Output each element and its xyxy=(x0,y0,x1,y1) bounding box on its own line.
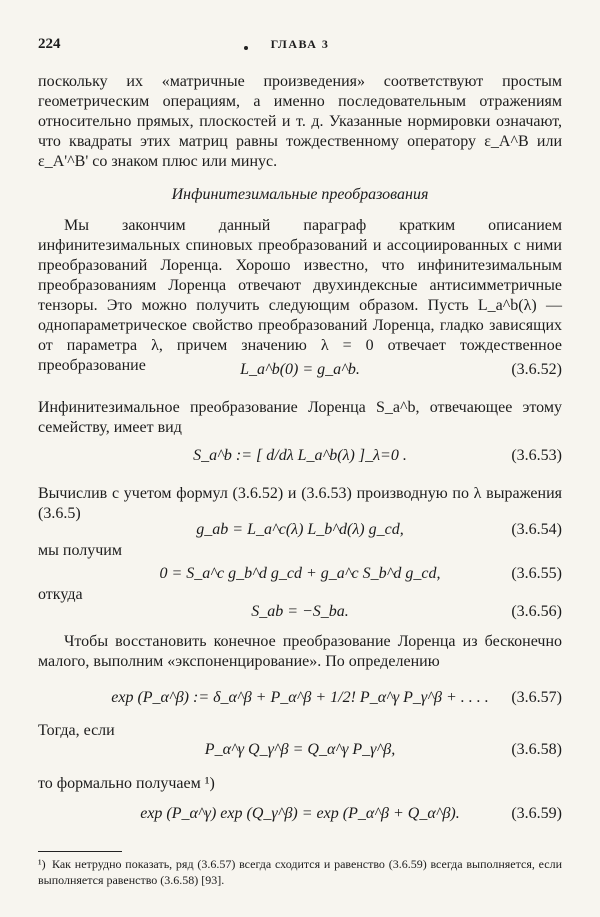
text-whence: откуда xyxy=(38,586,83,603)
equation-number: (3.6.58) xyxy=(511,741,562,758)
footnote xyxy=(38,856,562,888)
section-title: Инфинитезимальные преобразования xyxy=(171,186,429,203)
equation-formula: S_ab = −S_ba. xyxy=(251,603,349,620)
paragraph-4: Чтобы восстановить конечное преобразование Лоренца из бесконечно малого, выполним «экспоненцирование». По определению xyxy=(38,633,562,670)
text-formally-get: то формально получаем ¹) xyxy=(38,775,215,792)
equation-number: (3.6.52) xyxy=(511,361,562,378)
equation-number: (3.6.57) xyxy=(511,689,562,706)
equation-formula: S_a^b := [ d/dλ L_a^b(λ) ]_λ=0 . xyxy=(193,447,407,464)
footnote-divider xyxy=(38,851,122,852)
equation-3-6-54 xyxy=(38,518,562,542)
equation-3-6-58 xyxy=(38,738,562,762)
equation-formula: L_a^b(0) = g_a^b. xyxy=(240,361,360,378)
text-then-if: Тогда, если xyxy=(38,722,115,739)
paragraph-3: Вычислив с учетом формул (3.6.52) и (3.6.53) производную по λ выражения (3.6.5) xyxy=(38,485,562,522)
intro-paragraph: поскольку их «матричные произведения» соответствуют простым геометрическим операциям, а именно последовательным отражениям относительно прямых, плоскостей и т. д. Указанные нормировки означают, что квадраты этих матриц равны тождественному оператору ε_A^B или ε_A'^B' со знаком плюс или минус. xyxy=(38,73,562,170)
footnote-text: Как нетрудно показать, ряд (3.6.57) всегда сходится и равенство (3.6.59) всегда выполняется, если выполняется равенство (3.6.58) [93]. xyxy=(38,857,562,887)
page-header xyxy=(38,36,562,56)
equation-3-6-56 xyxy=(38,600,562,624)
equation-3-6-59 xyxy=(38,802,562,826)
equation-number: (3.6.55) xyxy=(511,565,562,582)
paragraph-2: Инфинитезимальное преобразование Лоренца S_a^b, отвечающее этому семейству, имеет вид xyxy=(38,399,562,436)
equation-3-6-55 xyxy=(38,562,562,586)
equation-number: (3.6.56) xyxy=(511,603,562,620)
equation-formula: exp (P_α^β) := δ_α^β + P_α^β + 1/2! P_α^γ P_γ^β + . . . . xyxy=(111,689,489,706)
equation-formula: g_ab = L_a^c(λ) L_b^d(λ) g_cd, xyxy=(196,521,404,538)
page-number: 224 xyxy=(38,36,61,52)
equation-formula: P_α^γ Q_γ^β = Q_α^γ P_γ^β, xyxy=(204,741,396,758)
equation-number: (3.6.59) xyxy=(511,805,562,822)
equation-3-6-52 xyxy=(38,358,562,382)
equation-number: (3.6.53) xyxy=(511,447,562,464)
text-we-get: мы получим xyxy=(38,542,122,559)
footnote-marker: ¹) xyxy=(38,857,46,871)
equation-number: (3.6.54) xyxy=(511,521,562,538)
paragraph-1: Мы закончим данный параграф кратким описанием инфинитезимальных спиновых преобразований и ассоциированных с ними преобразований Лоренца. Хорошо известно, что инфинитезимальным преобразованиям Лоренца отвечают двухиндексные антисимметричные тензоры. Это можно получить следующим образом. Пусть L_a^b(λ) — однопараметрическое свойство преобразований Лоренца, гладко зависящих от параметра λ, причем значению λ = 0 отвечает тождественное преобразование xyxy=(38,217,562,374)
equation-3-6-53 xyxy=(38,444,562,468)
chapter-title: ГЛАВА 3 xyxy=(270,37,330,51)
equation-formula: 0 = S_a^c g_b^d g_cd + g_a^c S_b^d g_cd, xyxy=(159,565,441,582)
equation-3-6-57 xyxy=(38,686,562,710)
equation-formula: exp (P_α^γ) exp (Q_γ^β) = exp (P_α^β + Q_α^β). xyxy=(140,805,460,822)
